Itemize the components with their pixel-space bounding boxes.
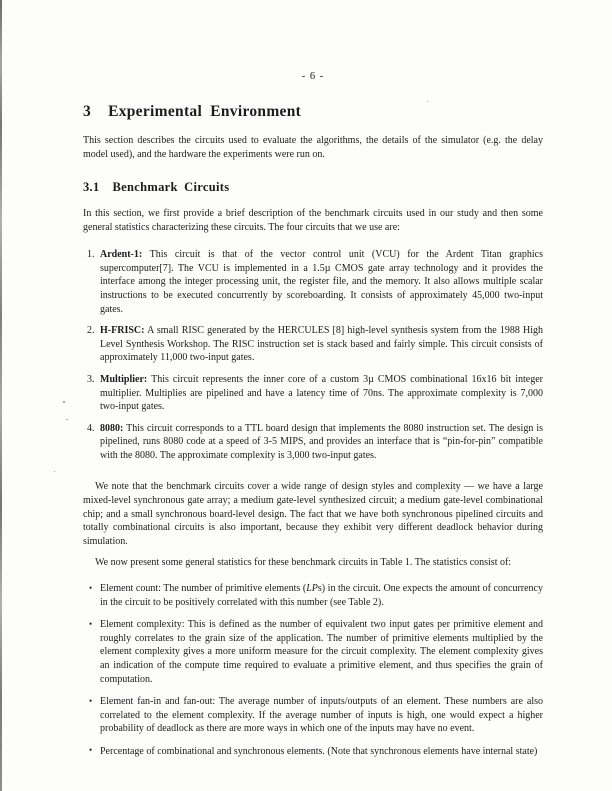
subsection-number: 3.1 <box>83 180 100 195</box>
bullet-text: Percentage of combinational and synchronous elements. (Note that synchronous elements have internal state) <box>100 745 538 757</box>
bullet-element-count <box>83 582 543 609</box>
subsection-title: Benchmark Circuits <box>112 180 230 195</box>
design-styles-paragraph: We note that the benchmark circuits cover a wide range of design styles and complexity — we have a large mixed-level synchronous gate array; a medium gate-level synthesized circuit; a medium gate-level combinational chip; and a small synchronous board-level design. The fact that we have both synchronous pipelined circuits and totally combinational circuits is also important, because they exhibit very different deadlock behavior during simulation. <box>83 481 543 547</box>
item-label: H-FRISC: <box>100 325 145 337</box>
list-item-hfrisc <box>83 324 543 365</box>
item-number: 2. <box>87 325 95 337</box>
section-heading <box>83 102 543 120</box>
page-content <box>83 70 543 759</box>
subsection-heading <box>83 181 543 195</box>
item-label: Ardent-1: <box>100 249 143 261</box>
statistics-intro-paragraph: We now present some general statistics for these benchmark circuits in Table 1. The statistics consist of: <box>95 557 512 569</box>
scan-edge-artifact <box>0 0 2 791</box>
subsection-intro-paragraph: In this section, we first provide a brief description of the benchmark circuits used in our study and then some general statistics characterizing these circuits. The four circuits that we use are: <box>83 207 543 233</box>
circuit-list <box>83 248 543 462</box>
item-label: Multiplier: <box>100 373 148 385</box>
bullet-percentage-elements <box>83 745 543 759</box>
scan-speck <box>54 471 55 472</box>
bullet-element-complexity <box>83 618 543 686</box>
item-number: 4. <box>87 422 95 434</box>
item-text: This circuit represents the inner core of a custom 3µ CMOS combinational 16x16 bit integer multiplier. Multiplies are pipelined and have a latency time of 70ns. The approximate complexity is 7,000 two-input gates. <box>100 373 543 413</box>
bullet-text-italic: LP <box>306 583 318 595</box>
section-intro-paragraph: This section describes the circuits used to evaluate the algorithms, the details of the simulator (e.g. the delay model used), and the hardware the experiments were run on. <box>83 135 543 160</box>
bullet-text: Element fan-in and fan-out: The average number of inputs/outputs of an element. These numbers are also correlated to the element complexity. If the average number of inputs is high, one would expect a higher probability of deadlock as there are more ways in which one of the inputs may have no event. <box>100 696 543 735</box>
section-number: 3 <box>83 102 92 120</box>
item-text: A small RISC generated by the HERCULES [8] high-level synthesis system from the 1988 High Level Synthesis Workshop. The RISC instruction set is stack based and fairly simple. This circuit consists of approximately 11,000 two-input gates. <box>100 325 544 364</box>
item-number: 3. <box>87 373 95 385</box>
item-number: 1. <box>87 249 95 261</box>
statistics-list <box>83 582 543 759</box>
item-text: This circuit is that of the vector control unit (VCU) for the Ardent Titan graphics supercomputer[7]. The VCU is implemented in a 1.5µ CMOS gate array technology and it provides the interface among the integer processing unit, the register file, and the memory. It also allows multiple scalar instructions to be executed concurrently by scoreboarding. It consists of approximately 45,000 two-input gates. <box>100 249 543 315</box>
item-label: 8080: <box>100 422 124 434</box>
section-title: Experimental Environment <box>108 102 302 120</box>
bullet-icon: • <box>89 695 93 706</box>
list-item-ardent1 <box>83 248 543 316</box>
item-text: This circuit corresponds to a TTL board design that implements the 8080 instruction set. The design is pipelined, runs 8080 code at a speed of 3-5 MIPS, and provides an interface that is “pin-for-pin” compatible with the 8080. The approximate complexity is 3,000 two-input gates. <box>100 422 544 461</box>
list-item-8080 <box>83 422 543 463</box>
bullet-text-pre: Element count: The number of primitive elements ( <box>100 583 307 595</box>
bullet-text: Element complexity: This is defined as the number of equivalent two input gates per primitive element and roughly correlates to the grain size of the application. The number of primitive elements multiplied by the element complexity gives a more uniform measure for the circuit complexity. The element complexity gives an indication of the compute time required to evaluate a primitive element, and thus specifies the grain of computation. <box>100 619 543 685</box>
bullet-fanin-fanout <box>83 695 543 736</box>
scan-speck <box>63 401 65 403</box>
bullet-text-post: s) in the circuit. One expects the amount of concurrency in the circuit to be positively correlated with this number (see Table 2). <box>100 583 543 608</box>
bullet-icon: • <box>89 745 93 756</box>
scan-speck <box>66 419 68 420</box>
bullet-icon: • <box>89 618 93 629</box>
bullet-icon: • <box>89 582 93 593</box>
page-number: - 6 - <box>301 71 325 82</box>
list-item-multiplier <box>83 373 543 414</box>
